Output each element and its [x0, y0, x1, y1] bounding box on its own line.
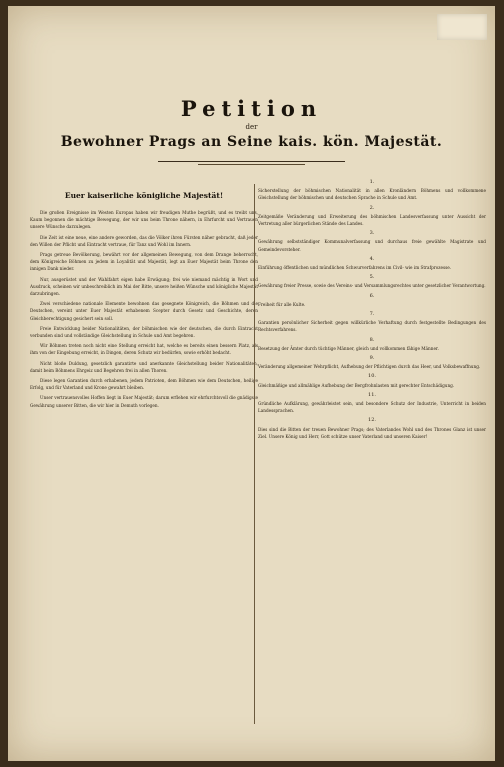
- petition-paragraph: Zwei verschiedene nationale Elemente bewohnen das gesegnete Königreich, die Böhmen und die Deutschen, vereint unter Euer Majestät erhabenem Scepter durch Gesetz und Geschichte, deren Gleichberechtigung gesichert sein soll.: [30, 301, 258, 321]
- demand-number: 8.: [369, 336, 375, 343]
- left-paragraphs: [30, 209, 258, 409]
- demand-number: 2.: [369, 204, 375, 211]
- petition-paragraph: Freie Entwicklung beider Nationalitäten, der böhmischen wie der deutschen, die durch Eintracht verbunden sind und vollständige Gleichstellung in Schule und Amt begehren.: [30, 325, 258, 339]
- petition-paragraph: Unser vertrauensvolles Hoffen liegt in Euer Majestät; darum erflehen wir ehrfurchtsvoll die gnädigste Gewährung unserer Bitten, die wir hier in Demuth vorlegen.: [30, 395, 258, 408]
- demand-text: Veränderung allgemeiner Wehrpflicht, Aufhebung der Pflichtigen durch das Heer, und Volksbewaffnung.: [258, 364, 481, 370]
- demand-number: 1.: [369, 179, 375, 185]
- column-divider: [254, 184, 255, 724]
- demand-text: Gründliche Aufklärung, gewährleistet sein, und besondere Schutz der Industrie, Unterricht in beiden Landessprachen.: [258, 401, 486, 414]
- left-column: [30, 176, 258, 736]
- demand-number: 6.: [369, 292, 375, 299]
- demand-text: Gewährung freier Presse, sowie des Vereins- und Versammlungsrechtes unter gesetzlicher Verantwortung.: [258, 283, 486, 289]
- document-subtitle: Bewohner Prags an Seine kais. kön. Majestät.: [60, 134, 443, 150]
- petition-paragraph: Prags getreue Bevölkerung, bewährt vor der allgemeinen Bewegung, von dem Drange beherrscht, dem Königreiche Böhmen zu jedem in Loyalität und Majestät, legt an Euer Majestät beim Throne den innigen Dank nieder.: [30, 252, 258, 272]
- demand-number: 7.: [369, 311, 375, 318]
- petition-paragraph: Wir Böhmen treten noch nicht eine Stellung erreicht hat, welche es bereits einen bessern Platz, als ihm von der Eingebung erreicht, in Dingen, deren Schutz wir bedürfen, sowie erhöht bedacht.: [30, 343, 258, 356]
- salutation: Euer kaiserliche königliche Majestät!: [64, 191, 224, 200]
- demand-text: Dies sind die Bitten der treuen Bewohner Prags; des Vaterlandes Wohl und des Thrones Glanz ist unser Ziel. Unsere König und Herr, Gott schütze unser Vaterland und unseren Kaiser!: [258, 426, 486, 439]
- demand-text: Einführung öffentlichen und mündlichen Schwurverfahrens im Civil- wie im Strafprozesse.: [258, 265, 452, 271]
- demand-number: 12.: [368, 417, 376, 424]
- title-rule-short: [198, 164, 305, 165]
- petition-paragraph: Nur, ausgerüstet und der Wahlfahrt eigen habe Erwägung; frei wie niemand mächtig in Wort und Ausdruck, scheinen wir unbeschreiblich im Mai der Bitte, unsere heißen Wünsche und königliche Majestät darzubringen.: [30, 276, 258, 297]
- demand-number: 10.: [368, 373, 376, 380]
- right-sections: [258, 179, 486, 440]
- demand-number: 4.: [369, 255, 375, 262]
- petition-paragraph: Diese legen Garantien durch erhabenen, jedem Patrioten, dem Böhmen wie dem Deutschen, heilige Erfolg, und für Vaterland und Krone gewahrt bleiben.: [30, 378, 258, 391]
- demand-text: Sicherstellung der böhmischen Nationalität in allen Kronländern Böhmens und vollkommene Gleichstellung der böhmischen und deutschen Sprache in Schule und Amt.: [258, 188, 486, 201]
- demand-text: Besetzung der Ämter durch tüchtige Männer, gleich und vollkommen fähige Männer.: [258, 345, 439, 351]
- demand-text: Gleichmäßige und allmählige Aufhebung der Bergfrohnlasten mit gerechter Entschädigung.: [258, 382, 455, 388]
- demand-number: 9.: [369, 355, 375, 362]
- petition-paragraph: Die Zeit ist eine neue, eine andere geworden, das die Völker ihren Fürsten näher gebracht, daß jeder den Willen der Pflicht und Eintracht vertraue, für Tanz und Wohl im Innern.: [30, 234, 258, 247]
- demand-text: Freiheit für alle Kulte.: [258, 301, 306, 307]
- demand-text: Garantien persönlicher Sicherheit gegen willkürliche Verhaftung durch festgestellte Bedingungen des Rechtsverfahrens.: [258, 320, 486, 333]
- petition-paragraph: Die großen Ereignisse im Westen Europas haben wir freudigen Muthe begrüßt, und es treibt uns, Kaum begonnen die mächtige Bewegung, der wir uns beim Throne nähern, in Ehrfurcht und Vertrauen unsere Wünsche darzulegen.: [30, 210, 258, 230]
- demand-number: 11.: [368, 391, 376, 398]
- title-rule: [158, 161, 345, 162]
- demand-text: Gewährung selbstständiger Kommunalverfassung und durchaus freie gewählte Magistrate und Gemeindevorsteher.: [258, 239, 486, 252]
- demand-text: Zeitgemäße Veränderung und Erweiterung des böhmischen Landesverfassung unter Aussicht der Vertretung aller bürgerlichen Stände des Landes.: [258, 213, 486, 227]
- petition-paragraph: Nicht bloße Duldung, gesetzlich garantirte und anerkannte Gleichstellung beider Nationalitäten, damit beim Böhmens Ehrgeiz und Begehren frei in allen Thoren.: [30, 360, 258, 373]
- title-connector: der: [245, 123, 258, 131]
- document-title: Petition: [180, 96, 323, 121]
- demand-number: 3.: [369, 230, 375, 237]
- right-column: [258, 176, 486, 736]
- demand-number: 5.: [369, 274, 375, 281]
- paper-label: [437, 14, 487, 40]
- petition-sheet: [8, 6, 495, 761]
